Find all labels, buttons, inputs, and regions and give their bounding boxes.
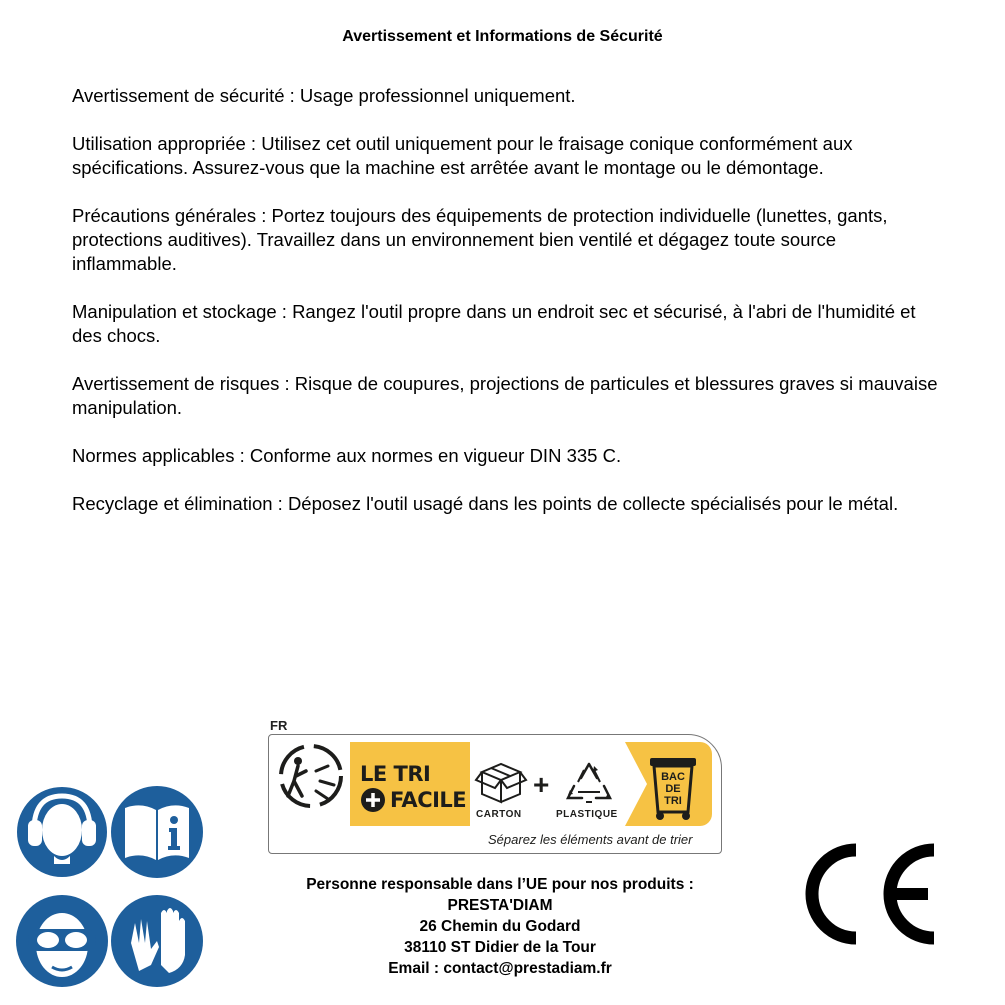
section-proper-use: Utilisation appropriée : Utilisez cet outil uniquement pour le fraisage conique conformément aux spécifications. Assurez-vous que la machine est arrêtée avant le montage ou le démontage. — [72, 133, 853, 178]
recycling-bin-icon — [648, 752, 698, 822]
tri-title-line1: LE TRI — [360, 762, 431, 786]
safety-sections — [72, 84, 942, 540]
bin-text-1: BAC — [661, 771, 685, 783]
company-name: PRESTA'DIAM — [447, 897, 553, 914]
section-risk-warning: Avertissement de risques : Risque de coupures, projections de particules et blessures graves si mauvaise manipulation. — [72, 373, 938, 418]
section-recycling: Recyclage et élimination : Déposez l'outil usagé dans les points de collecte spécialisés pour le métal. — [72, 493, 899, 514]
gloves-icon — [109, 893, 205, 989]
tri-instruction: Séparez les éléments avant de trier — [488, 832, 693, 847]
ce-mark-icon — [796, 842, 941, 946]
section-safety-warning: Avertissement de sécurité : Usage professionnel uniquement. — [72, 85, 576, 106]
section-general-precautions: Précautions générales : Portez toujours des équipements de protection individuelle (lunettes, gants, protections auditives). Travaillez dans un environnement bien ventilé et dégagez toute source inflammable. — [72, 205, 888, 274]
page-title: Avertissement et Informations de Sécurité — [342, 28, 663, 45]
ear-protection-icon — [14, 784, 110, 880]
bin-text-2: DE — [665, 783, 681, 795]
eye-protection-icon — [14, 893, 110, 989]
plus-circle-icon — [360, 787, 386, 813]
section-handling-storage: Manipulation et stockage : Rangez l'outil propre dans un endroit sec et sécurisé, à l'abri de l'humidité et des chocs. — [72, 301, 916, 346]
address-line-2: 38110 ST Didier de la Tour — [404, 939, 596, 956]
tri-arrow-shape — [625, 742, 647, 826]
plus-sign: + — [533, 769, 550, 800]
plastique-label: PLASTIQUE — [556, 809, 618, 820]
tri-country-code: FR — [270, 718, 288, 733]
contact-email: Email : contact@prestadiam.fr — [388, 960, 612, 977]
triman-icon — [276, 741, 346, 811]
bin-text-3: TRI — [664, 795, 682, 807]
address-line-1: 26 Chemin du Godard — [419, 918, 581, 935]
tri-title-line2: FACILE — [390, 788, 467, 812]
read-manual-icon — [109, 784, 205, 880]
responsible-heading: Personne responsable dans l’UE pour nos produits : — [306, 876, 694, 893]
section-standards: Normes applicables : Conforme aux normes en vigueur DIN 335 C. — [72, 445, 622, 466]
carton-label: CARTON — [476, 809, 522, 820]
recycle-icon — [564, 760, 614, 806]
responsible-person-block — [250, 874, 750, 979]
carton-box-icon — [474, 756, 528, 806]
